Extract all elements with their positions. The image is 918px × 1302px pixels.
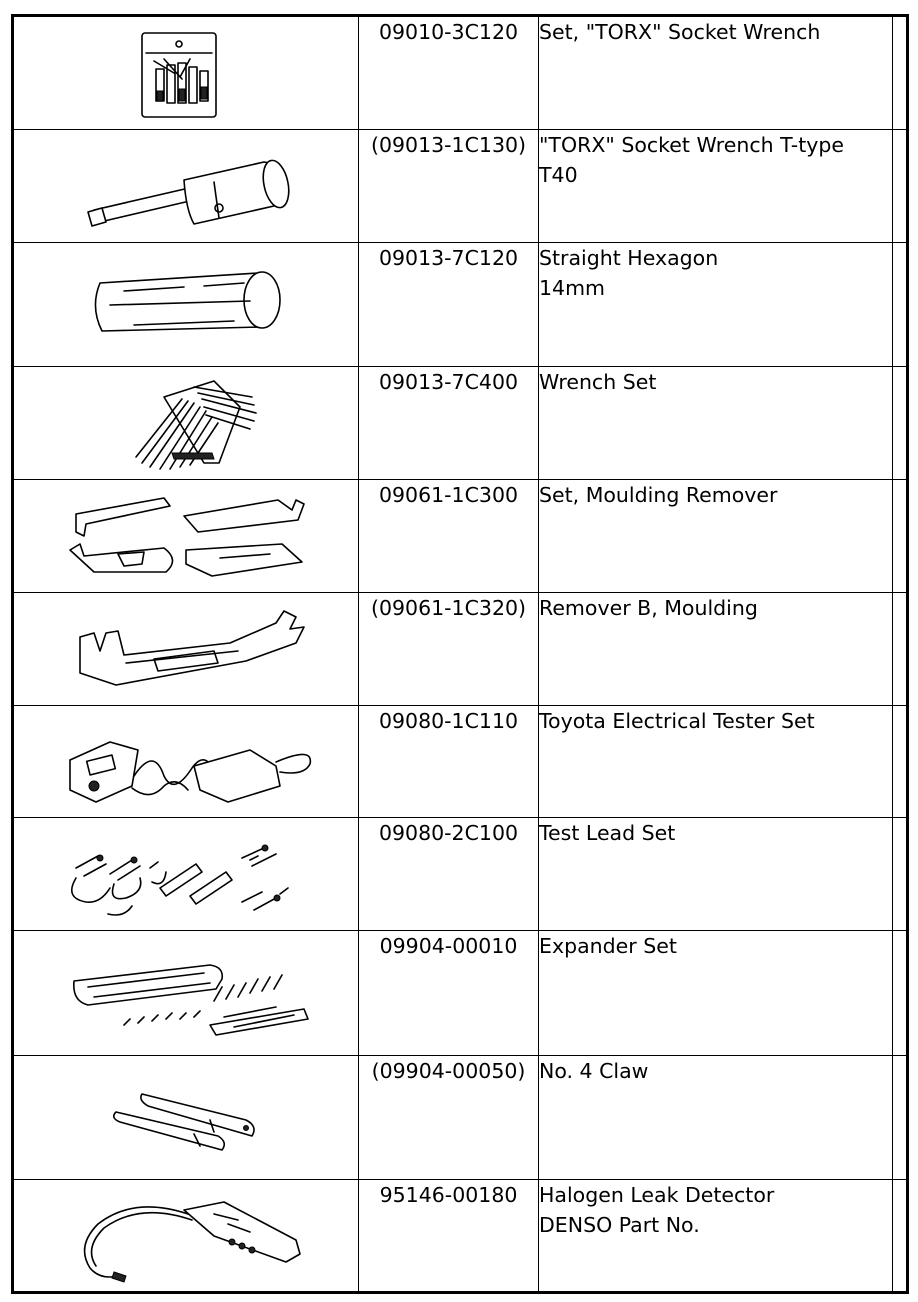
table-row bbox=[13, 480, 908, 593]
table-row bbox=[13, 367, 908, 480]
part-number: 09904-00010 bbox=[359, 931, 539, 1056]
part-number: (09061-1C320) bbox=[359, 593, 539, 706]
remarks-cell bbox=[893, 818, 908, 931]
table-row bbox=[13, 593, 908, 706]
tool-name: "TORX" Socket Wrench T-type T40 bbox=[539, 130, 893, 243]
part-number: (09904-00050) bbox=[359, 1056, 539, 1180]
halogen-leak-detector-icon bbox=[14, 1180, 358, 1290]
claw-icon bbox=[14, 1056, 358, 1178]
table-row bbox=[13, 130, 908, 243]
tool-illustration-cell bbox=[13, 818, 359, 931]
moulding-remover-b-icon bbox=[14, 593, 358, 705]
expander-set-icon bbox=[14, 931, 358, 1055]
tool-illustration-cell bbox=[13, 1056, 359, 1180]
tool-name: Set, "TORX" Socket Wrench bbox=[539, 16, 893, 130]
tool-name: Straight Hexagon 14mm bbox=[539, 243, 893, 367]
part-number: 09013-7C120 bbox=[359, 243, 539, 367]
test-lead-set-icon bbox=[14, 818, 358, 930]
tool-name: Set, Moulding Remover bbox=[539, 480, 893, 593]
remarks-cell bbox=[893, 706, 908, 818]
tool-illustration-cell bbox=[13, 931, 359, 1056]
tool-illustration-cell bbox=[13, 16, 359, 130]
tool-name: Expander Set bbox=[539, 931, 893, 1056]
moulding-remover-set-icon bbox=[14, 480, 358, 592]
remarks-cell bbox=[893, 367, 908, 480]
tool-illustration-cell bbox=[13, 367, 359, 480]
tool-name: Halogen Leak Detector DENSO Part No. bbox=[539, 1180, 893, 1293]
tool-name: Test Lead Set bbox=[539, 818, 893, 931]
remarks-cell bbox=[893, 130, 908, 243]
tool-name: Toyota Electrical Tester Set bbox=[539, 706, 893, 818]
remarks-cell bbox=[893, 1180, 908, 1293]
part-number: 09013-7C400 bbox=[359, 367, 539, 480]
tool-illustration-cell bbox=[13, 593, 359, 706]
part-number: 09061-1C300 bbox=[359, 480, 539, 593]
tool-name: Remover B, Moulding bbox=[539, 593, 893, 706]
tool-illustration-cell bbox=[13, 130, 359, 243]
straight-hexagon-icon bbox=[14, 243, 358, 365]
tool-illustration-cell bbox=[13, 243, 359, 367]
tool-illustration-cell bbox=[13, 1180, 359, 1293]
table-row bbox=[13, 818, 908, 931]
part-number: 09080-2C100 bbox=[359, 818, 539, 931]
table-row bbox=[13, 1180, 908, 1293]
table-row bbox=[13, 931, 908, 1056]
table-row bbox=[13, 243, 908, 367]
table-row bbox=[13, 16, 908, 130]
hex-wrench-set-icon bbox=[14, 367, 358, 479]
torx-t-type-wrench-icon bbox=[14, 130, 358, 242]
remarks-cell bbox=[893, 1056, 908, 1180]
table-row bbox=[13, 706, 908, 818]
tool-name: Wrench Set bbox=[539, 367, 893, 480]
part-number: 95146-00180 bbox=[359, 1180, 539, 1293]
tool-name: No. 4 Claw bbox=[539, 1056, 893, 1180]
part-number: (09013-1C130) bbox=[359, 130, 539, 243]
table-row bbox=[13, 1056, 908, 1180]
remarks-cell bbox=[893, 931, 908, 1056]
part-number: 09010-3C120 bbox=[359, 16, 539, 130]
tool-illustration-cell bbox=[13, 706, 359, 818]
part-number: 09080-1C110 bbox=[359, 706, 539, 818]
remarks-cell bbox=[893, 593, 908, 706]
remarks-cell bbox=[893, 243, 908, 367]
torx-socket-set-icon bbox=[14, 17, 358, 129]
electrical-tester-set-icon bbox=[14, 706, 358, 816]
remarks-cell bbox=[893, 16, 908, 130]
tool-illustration-cell bbox=[13, 480, 359, 593]
special-tools-table bbox=[11, 14, 909, 1294]
remarks-cell bbox=[893, 480, 908, 593]
